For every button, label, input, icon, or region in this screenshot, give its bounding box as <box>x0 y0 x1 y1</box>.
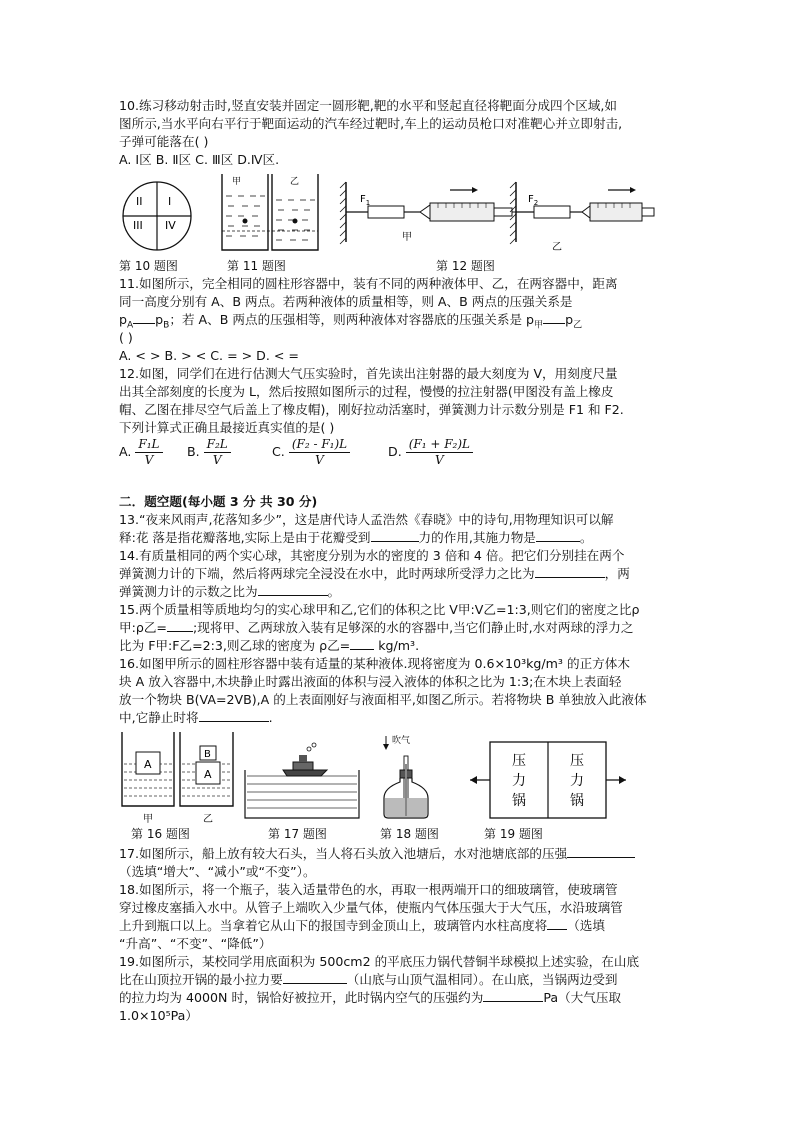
q12-line4: 下列计算式正确且最接近真实值的是( ) <box>119 420 335 435</box>
q16-line2: 块 A 放入容器中,木块静止时露出液面的体积与浸入液体的体积之比为 1:3;在木块上表面轻 <box>119 674 622 689</box>
q12-option-b: B. $\frac{\text{F₂L}}{V}$ <box>187 437 231 468</box>
q13-line2: 释:花 落是指花瓣落地,实际上是由于花瓣受到 力的作用,其施力物是 。 <box>119 530 593 545</box>
cooker-right-char2: 力 <box>570 773 584 789</box>
cooker-left-char3: 锅 <box>512 793 526 809</box>
q13-line1: 13.“夜来风雨声,花落知多少”，这是唐代诗人孟浩然《春晓》中的诗句,用物理知识可以解 <box>119 512 614 527</box>
q10-line2: 图所示,当水平向右平行于靶面运动的汽车经过靶时,车上的运动员枪口对准靶心并立即射击, <box>119 116 623 131</box>
syringe-figure <box>338 172 660 254</box>
q16-line4: 中,它静止时将 . <box>119 710 273 725</box>
q14-line2: 弹簧测力计的下端，然后将两球完全浸没在水中，此时两球所受浮力之比为 ，两 <box>119 566 630 581</box>
syringe-label-jia: 甲 <box>402 232 412 243</box>
blocks-figure <box>119 730 237 824</box>
caption-fig17: 第 17 题图 <box>268 827 327 841</box>
target-region-4: IV <box>165 219 176 232</box>
q19-line2: 比在山顶拉开锅的最小拉力要 （山底与山顶气温相同）。在山底，当锅两边受到 <box>119 972 618 987</box>
q18-line4: “升高”、“不变”、“降低”） <box>119 936 272 951</box>
q11-line3: $p_A$ $p_B$；若 A、B 两点的压强相等，则两种液体对容器底的压强关系是 $p_甲$ $p_乙$ <box>119 312 583 331</box>
q16-line1: 16.如图甲所示的圆柱形容器中装有适量的某种液体.现将密度为 0.6×10³kg/m³ 的正方体木 <box>119 656 630 671</box>
block-a-yi: A <box>204 768 212 781</box>
q11-line1: 11.如图所示，完全相同的圆柱形容器中，装有不同的两种液体甲、乙，在两容器中，距离 <box>119 276 618 291</box>
cooker-right-char1: 压 <box>570 753 584 769</box>
section-2-heading: 二．题空题(每小题 3 分 共 30 分) <box>119 494 318 509</box>
q15-line1: 15.两个质量相等质地均匀的实心球甲和乙,它们的体积之比 V甲:V乙=1:3,则它们的密度之比ρ <box>119 602 640 617</box>
q10-line1: 10.练习移动射击时,竖直安装并固定一圆形靶,靶的水平和竖起直径将靶面分成四个区域,如 <box>119 98 618 113</box>
force-f1-label: $F_1$ <box>360 194 371 207</box>
q15-line2: 甲:ρ乙= ;现将甲、乙两球放入装有足够深的水的容器中,当它们静止时,水对两球的浮力之 <box>119 620 634 635</box>
q18-line3: 上升到瓶口以上。当拿着它从山下的报国寺到金顶山上，玻璃管内水柱高度将 （选填 <box>119 918 605 933</box>
q10-options: A. Ⅰ区 B. Ⅱ区 C. Ⅲ区 D.Ⅳ区. <box>119 152 280 167</box>
q14-line3: 弹簧测力计的示数之比为 。 <box>119 584 341 599</box>
target-region-1: I <box>168 195 172 208</box>
q17-line2: （选填“增大”、“减小”或“不变”）。 <box>119 864 316 879</box>
label-yi: 乙 <box>203 814 213 824</box>
bottle-figure <box>378 730 434 822</box>
q11-line2: 同一高度分别有 A、B 两点。若两种液体的质量相等，则 A、B 两点的压强关系是 <box>119 294 573 309</box>
force-f2-label: $F_2$ <box>528 194 539 207</box>
q19-line4: 1.0×10⁵Pa） <box>119 1008 198 1023</box>
syringe-label-yi: 乙 <box>552 242 562 253</box>
cooker-right-char3: 锅 <box>570 793 584 809</box>
caption-fig16: 第 16 题图 <box>131 827 190 841</box>
label-jia: 甲 <box>143 814 153 824</box>
q14-line1: 14.有质量相同的两个实心球，其密度分别为水的密度的 3 倍和 4 倍。把它们分别挂在两个 <box>119 548 625 563</box>
q12-option-d: D. $\frac{\text{(F₁ + F₂)L}}{V}$ <box>388 437 473 468</box>
container-label-yi: 乙 <box>290 177 300 187</box>
block-b: B <box>204 749 211 760</box>
containers-figure <box>218 170 322 254</box>
q12-option-a: A. $\frac{\text{F₁L}}{V}$ <box>119 437 163 468</box>
cooker-left-char2: 力 <box>512 773 526 789</box>
q12-line1: 12.如图，同学们在进行估测大气压实验时，首先读出注射器的最大刻度为 V，用刻度尺量 <box>119 366 618 381</box>
q12-option-c: C. $\frac{\text{(F₂ - F₁)L}}{V}$ <box>272 437 350 468</box>
blow-label: 吹气 <box>392 736 411 746</box>
target-region-3: III <box>133 219 143 232</box>
q12-line2: 出其全部刻度的长度为 L，然后按照如图所示的过程，慢慢的拉注射器(甲图没有盖上橡皮 <box>119 384 614 399</box>
q11-options: A. < > B. > < C. = > D. < = <box>119 348 299 363</box>
caption-fig12: 第 12 题图 <box>436 259 495 273</box>
caption-fig10: 第 10 题图 <box>119 259 178 273</box>
caption-fig19: 第 19 题图 <box>484 827 543 841</box>
q11-line4: ( ) <box>119 330 133 345</box>
q19-line1: 19.如图所示，某校同学用底面积为 500cm2 的平底压力锅代替铜半球模拟上述实验，在山底 <box>119 954 640 969</box>
cooker-figure <box>468 740 628 822</box>
q12-line3: 帽、乙图在排尽空气后盖上了橡皮帽)，刚好拉动活塞时，弹簧测力计示数分别是 F1 和 F2. <box>119 402 624 417</box>
caption-fig18: 第 18 题图 <box>380 827 439 841</box>
q19-line3: 的拉力均为 4000N 时，锅恰好被拉开，此时锅内空气的压强约为 Pa（大气压取 <box>119 990 622 1005</box>
target-figure <box>119 178 195 254</box>
block-a-jia: A <box>144 758 152 771</box>
q10-line3: 子弹可能落在( ) <box>119 134 209 149</box>
cooker-left-char1: 压 <box>512 753 526 769</box>
target-region-2: II <box>136 195 143 208</box>
ship-figure <box>243 740 361 820</box>
q18-line2: 穿过橡皮塞插入水中。从管子上端吹入少量气体，使瓶内气体压强大于大气压，水沿玻璃管 <box>119 900 623 915</box>
caption-fig11: 第 11 题图 <box>227 259 286 273</box>
q18-line1: 18.如图所示，将一个瓶子，装入适量带色的水，再取一根两端开口的细玻璃管，使玻璃管 <box>119 882 618 897</box>
q15-line3: 比为 F甲:F乙=2:3,则乙球的密度为 ρ乙= kg/m³. <box>119 638 420 653</box>
container-label-jia: 甲 <box>232 177 242 187</box>
q16-line3: 放一个物块 B(VA=2VB),A 的上表面刚好与液面相平,如图乙所示。若将物块 B 单独放入此液体 <box>119 692 647 707</box>
q17-line1: 17.如图所示，船上放有较大石头，当人将石头放入池塘后，水对池塘底部的压强 <box>119 845 635 862</box>
